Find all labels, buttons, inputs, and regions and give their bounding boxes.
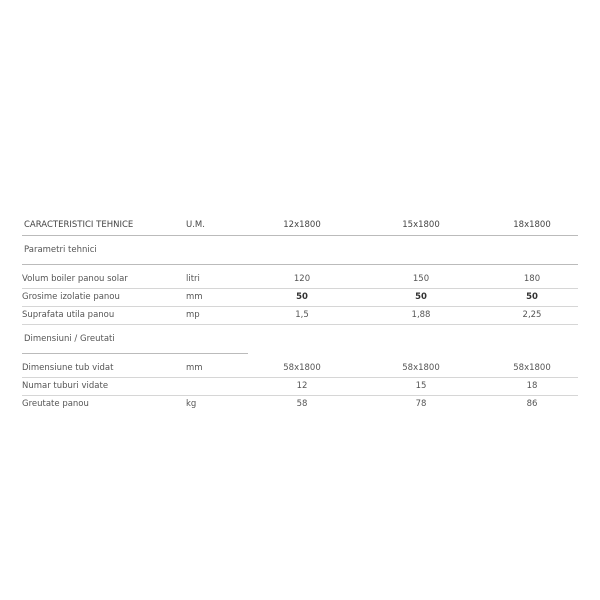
row-um: kg — [186, 399, 197, 409]
row-value-1: 12 — [248, 378, 356, 396]
table-row — [22, 289, 578, 307]
table-row — [22, 360, 578, 378]
section-title: Dimensiuni / Greutati — [22, 325, 186, 354]
row-label: Numar tuburi vidate — [22, 378, 186, 396]
row-um — [186, 378, 248, 396]
row-value-3: 58x1800 — [486, 360, 578, 378]
row-value-1: 1,5 — [248, 307, 356, 325]
row-value-2: 78 — [415, 399, 427, 409]
row-value-3: 50 — [486, 289, 578, 307]
technical-specs-table — [22, 215, 578, 413]
row-value-1: 50 — [248, 289, 356, 307]
row-label: Grosime izolatie panou — [22, 289, 186, 307]
row-value-1: 120 — [248, 271, 356, 289]
row-value-3: 18 — [486, 378, 578, 396]
header-model-1: 12x1800 — [248, 215, 356, 236]
section-row-dimensions — [22, 325, 578, 354]
row-label: Greutate panou — [22, 399, 89, 409]
header-label: CARACTERISTICI TEHNICE — [22, 215, 186, 236]
header-um: U.M. — [186, 215, 248, 236]
row-value-3: 180 — [486, 271, 578, 289]
row-um: mm — [186, 289, 248, 307]
row-um: litri — [186, 271, 248, 289]
row-value-1: 58 — [296, 399, 308, 409]
row-label: Suprafata utila panou — [22, 307, 186, 325]
table-row — [22, 307, 578, 325]
section-title: Parametri tehnici — [22, 236, 186, 265]
header-model-3: 18x1800 — [486, 215, 578, 236]
row-value-2: 150 — [356, 271, 486, 289]
table-header-row — [22, 215, 578, 236]
row-um: mm — [186, 360, 248, 378]
table-row — [22, 378, 578, 396]
row-value-2: 15 — [356, 378, 486, 396]
row-value-2: 58x1800 — [356, 360, 486, 378]
row-value-2: 1,88 — [356, 307, 486, 325]
row-value-3: 86 — [526, 399, 538, 409]
row-um: mp — [186, 307, 248, 325]
row-label: Dimensiune tub vidat — [22, 360, 186, 378]
row-value-2: 50 — [356, 289, 486, 307]
header-model-2: 15x1800 — [356, 215, 486, 236]
row-value-3: 2,25 — [486, 307, 578, 325]
table-row — [22, 271, 578, 289]
row-label: Volum boiler panou solar — [22, 271, 186, 289]
table-row — [22, 396, 578, 414]
row-value-1: 58x1800 — [248, 360, 356, 378]
section-row-technical — [22, 236, 578, 265]
